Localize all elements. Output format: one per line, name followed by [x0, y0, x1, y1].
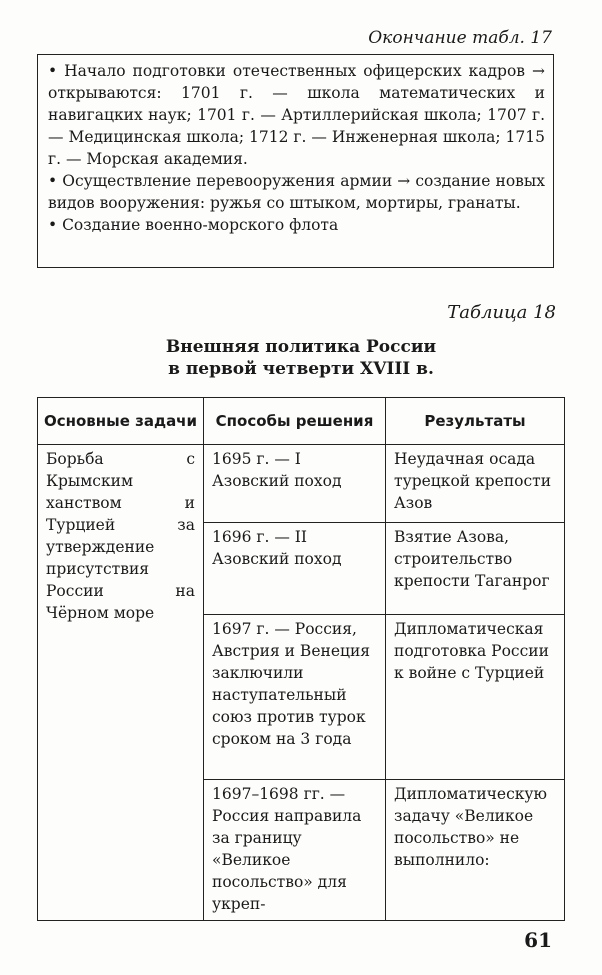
table-title-line-1: Внешняя политика России: [165, 337, 437, 357]
task-cell: Борьба с Крымским ханством и Турцией за утверждение присутствия России на Чёрном море: [38, 445, 204, 921]
navy-paragraph: • Создание военно-морского флота: [48, 216, 339, 234]
page-number: 61: [524, 928, 552, 952]
foreign-policy-table: [37, 397, 565, 921]
result-cell: Неудачная осада турецкой крепости Азов: [386, 445, 565, 523]
header-methods: Способы решения: [204, 398, 386, 445]
table-row: [38, 445, 565, 523]
header-tasks: Основные задачи: [38, 398, 204, 445]
method-cell: 1697 г. — Россия, Австрия и Венеция заключили наступательный союз против турок сроком на 3 года: [204, 615, 386, 780]
method-cell: 1697–1698 гг. — Россия направила за границу «Великое посольство» для укреп-: [204, 780, 386, 921]
header-results: Результаты: [386, 398, 565, 445]
method-cell: 1695 г. — I Азовский поход: [204, 445, 386, 523]
officer-training-paragraph: • Начало подготовки отечественных офицерских кадров → открываются: 1701 г. — школа математических и навигацких наук; 1701 г. — Артиллерийская школа; 1707 г. — Медицинская школа; 1712 г. — Инженерная школа; 1715 г. — Морская академия.: [48, 62, 545, 168]
result-cell: Дипломатическую задачу «Великое посольство» не выполнило:: [386, 780, 565, 921]
table-title-line-2: в первой четверти XVIII в.: [168, 359, 434, 379]
table-title: [0, 336, 602, 380]
rearmament-paragraph: • Осуществление перевооружения армии → создание новых видов вооружения: ружья со штыком, мортиры, гранаты.: [48, 172, 545, 212]
result-cell: Взятие Азова, строительство крепости Таганрог: [386, 523, 565, 615]
table-17-continuation-box: [37, 54, 554, 268]
table-label: Таблица 18: [447, 302, 556, 323]
result-cell: Дипломатическая подготовка России к войне с Турцией: [386, 615, 565, 780]
method-cell: 1696 г. — II Азовский поход: [204, 523, 386, 615]
continuation-title: Окончание табл. 17: [368, 28, 552, 48]
table-header-row: [38, 398, 565, 445]
